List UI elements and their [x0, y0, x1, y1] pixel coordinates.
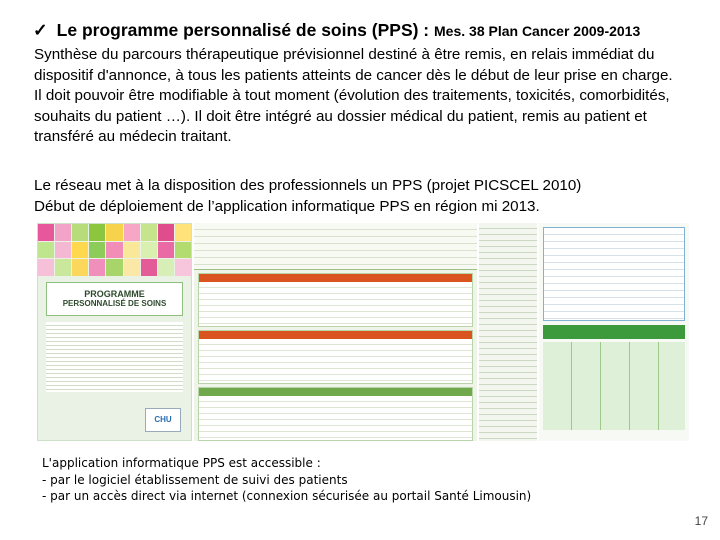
contacts-box	[543, 227, 685, 321]
slide-heading	[33, 20, 693, 41]
availability-block	[42, 455, 662, 505]
network-paragraph	[34, 176, 684, 217]
mosaic-tile	[106, 242, 122, 259]
mosaic-tile	[106, 224, 122, 241]
mosaic-tile	[175, 242, 191, 259]
color-mosaic	[38, 224, 191, 276]
brochure-notes-column	[479, 223, 537, 441]
brochure-contacts-page	[539, 223, 689, 441]
mosaic-tile	[38, 242, 54, 259]
availability-intro: L'application informatique PPS est accessible :	[42, 456, 321, 470]
mosaic-tile	[124, 242, 140, 259]
mosaic-tile	[38, 224, 54, 241]
mosaic-tile	[141, 242, 157, 259]
cover-title-line-1: PROGRAMME	[84, 289, 145, 299]
mosaic-tile	[89, 224, 105, 241]
form-header-band	[194, 223, 477, 270]
mosaic-tile	[158, 242, 174, 259]
schedule-band	[543, 325, 685, 339]
mosaic-tile	[175, 224, 191, 241]
cover-title-line-2: PERSONNALISÉ DE SOINS	[62, 299, 167, 308]
mosaic-tile	[124, 224, 140, 241]
mosaic-tile	[72, 242, 88, 259]
page-number: 17	[694, 514, 708, 528]
mosaic-tile	[141, 224, 157, 241]
chu-logo: CHU	[145, 408, 181, 432]
mosaic-tile	[124, 259, 140, 276]
availability-item-software: - par le logiciel établissement de suivi des patients	[42, 472, 348, 487]
pps-brochure-image	[37, 223, 689, 441]
availability-item-web: - par un accès direct via internet (connexion sécurisée au portail Santé Limousin)	[42, 489, 532, 503]
brochure-cover	[37, 223, 192, 441]
mosaic-tile	[158, 224, 174, 241]
mosaic-tile	[72, 224, 88, 241]
mosaic-tile	[38, 259, 54, 276]
intro-paragraph: Synthèse du parcours thérapeutique prévisionnel destiné à être remis, en relais immédiat du dispositif d'annonce, à tous les patients atteints de cancer dès le début de leur prise en charge. Il doit pouvoir être modifiable à tout moment (évolution des traitements, toxicités, comorbidités, souhaits du patient …). Il doit être intégré au dossier médical du patient, remis au patient et transféré au médecin traitant.	[34, 46, 673, 145]
form-section	[198, 387, 473, 441]
mosaic-tile	[89, 259, 105, 276]
brochure-form-page	[194, 223, 477, 441]
form-section	[198, 330, 473, 384]
mosaic-tile	[55, 242, 71, 259]
mosaic-tile	[55, 224, 71, 241]
mosaic-tile	[175, 259, 191, 276]
schedule-grid	[543, 342, 685, 430]
heading-title: Le programme personnalisé de soins (PPS) :	[56, 20, 430, 40]
network-line-2: Début de déploiement de l’application informatique PPS en région mi 2013.	[34, 197, 540, 215]
cover-title	[46, 282, 183, 316]
mosaic-tile	[141, 259, 157, 276]
network-line-1: Le réseau met à la disposition des professionnels un PPS (projet PICSCEL 2010)	[34, 177, 582, 194]
form-section	[198, 273, 473, 327]
mosaic-tile	[158, 259, 174, 276]
mosaic-tile	[106, 259, 122, 276]
heading-reference: Mes. 38 Plan Cancer 2009-2013	[434, 23, 641, 39]
check-icon: ✓	[33, 20, 48, 40]
mosaic-tile	[89, 242, 105, 259]
cover-text-block	[46, 322, 183, 392]
mosaic-tile	[72, 259, 88, 276]
mosaic-tile	[55, 259, 71, 276]
